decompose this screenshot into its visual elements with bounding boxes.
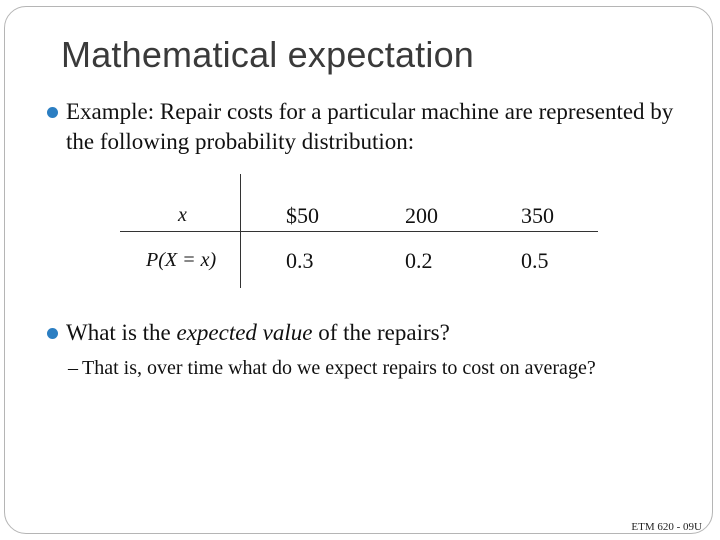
bullet-question (47, 318, 687, 348)
table-probability-value: 0.2 (405, 248, 433, 273)
slide-footer: ETM 620 - 09U (631, 521, 702, 533)
table-x-value: 200 (405, 203, 438, 228)
bullet-question-text (66, 318, 687, 348)
question-emphasis: expected value (176, 320, 313, 345)
slide-title: Mathematical expectation (61, 34, 475, 75)
bullet-dot-icon (47, 328, 58, 339)
sub-bullet-text: That is, over time what do we expect repairs to cost on average? (82, 357, 596, 379)
table-row-header-x: x (178, 204, 187, 226)
bullet-example-text: Example: Repair costs for a particular machine are represented by the following probability distribution: (66, 99, 674, 154)
bullet-example (47, 97, 687, 157)
sub-bullet (68, 357, 596, 380)
table-x-value: 350 (521, 203, 554, 228)
table-probability-value: 0.3 (286, 248, 314, 273)
question-suffix: of the repairs? (312, 320, 450, 345)
sub-bullet-dash: – (68, 357, 78, 379)
table-x-value: $50 (286, 203, 319, 228)
table-row-header-probability: P(X = x) (146, 249, 217, 271)
question-prefix: What is the (66, 320, 177, 345)
table-probability-value: 0.5 (521, 248, 549, 273)
table-horizontal-divider (120, 231, 598, 232)
probability-table (120, 172, 598, 290)
bullet-dot-icon (47, 107, 58, 118)
